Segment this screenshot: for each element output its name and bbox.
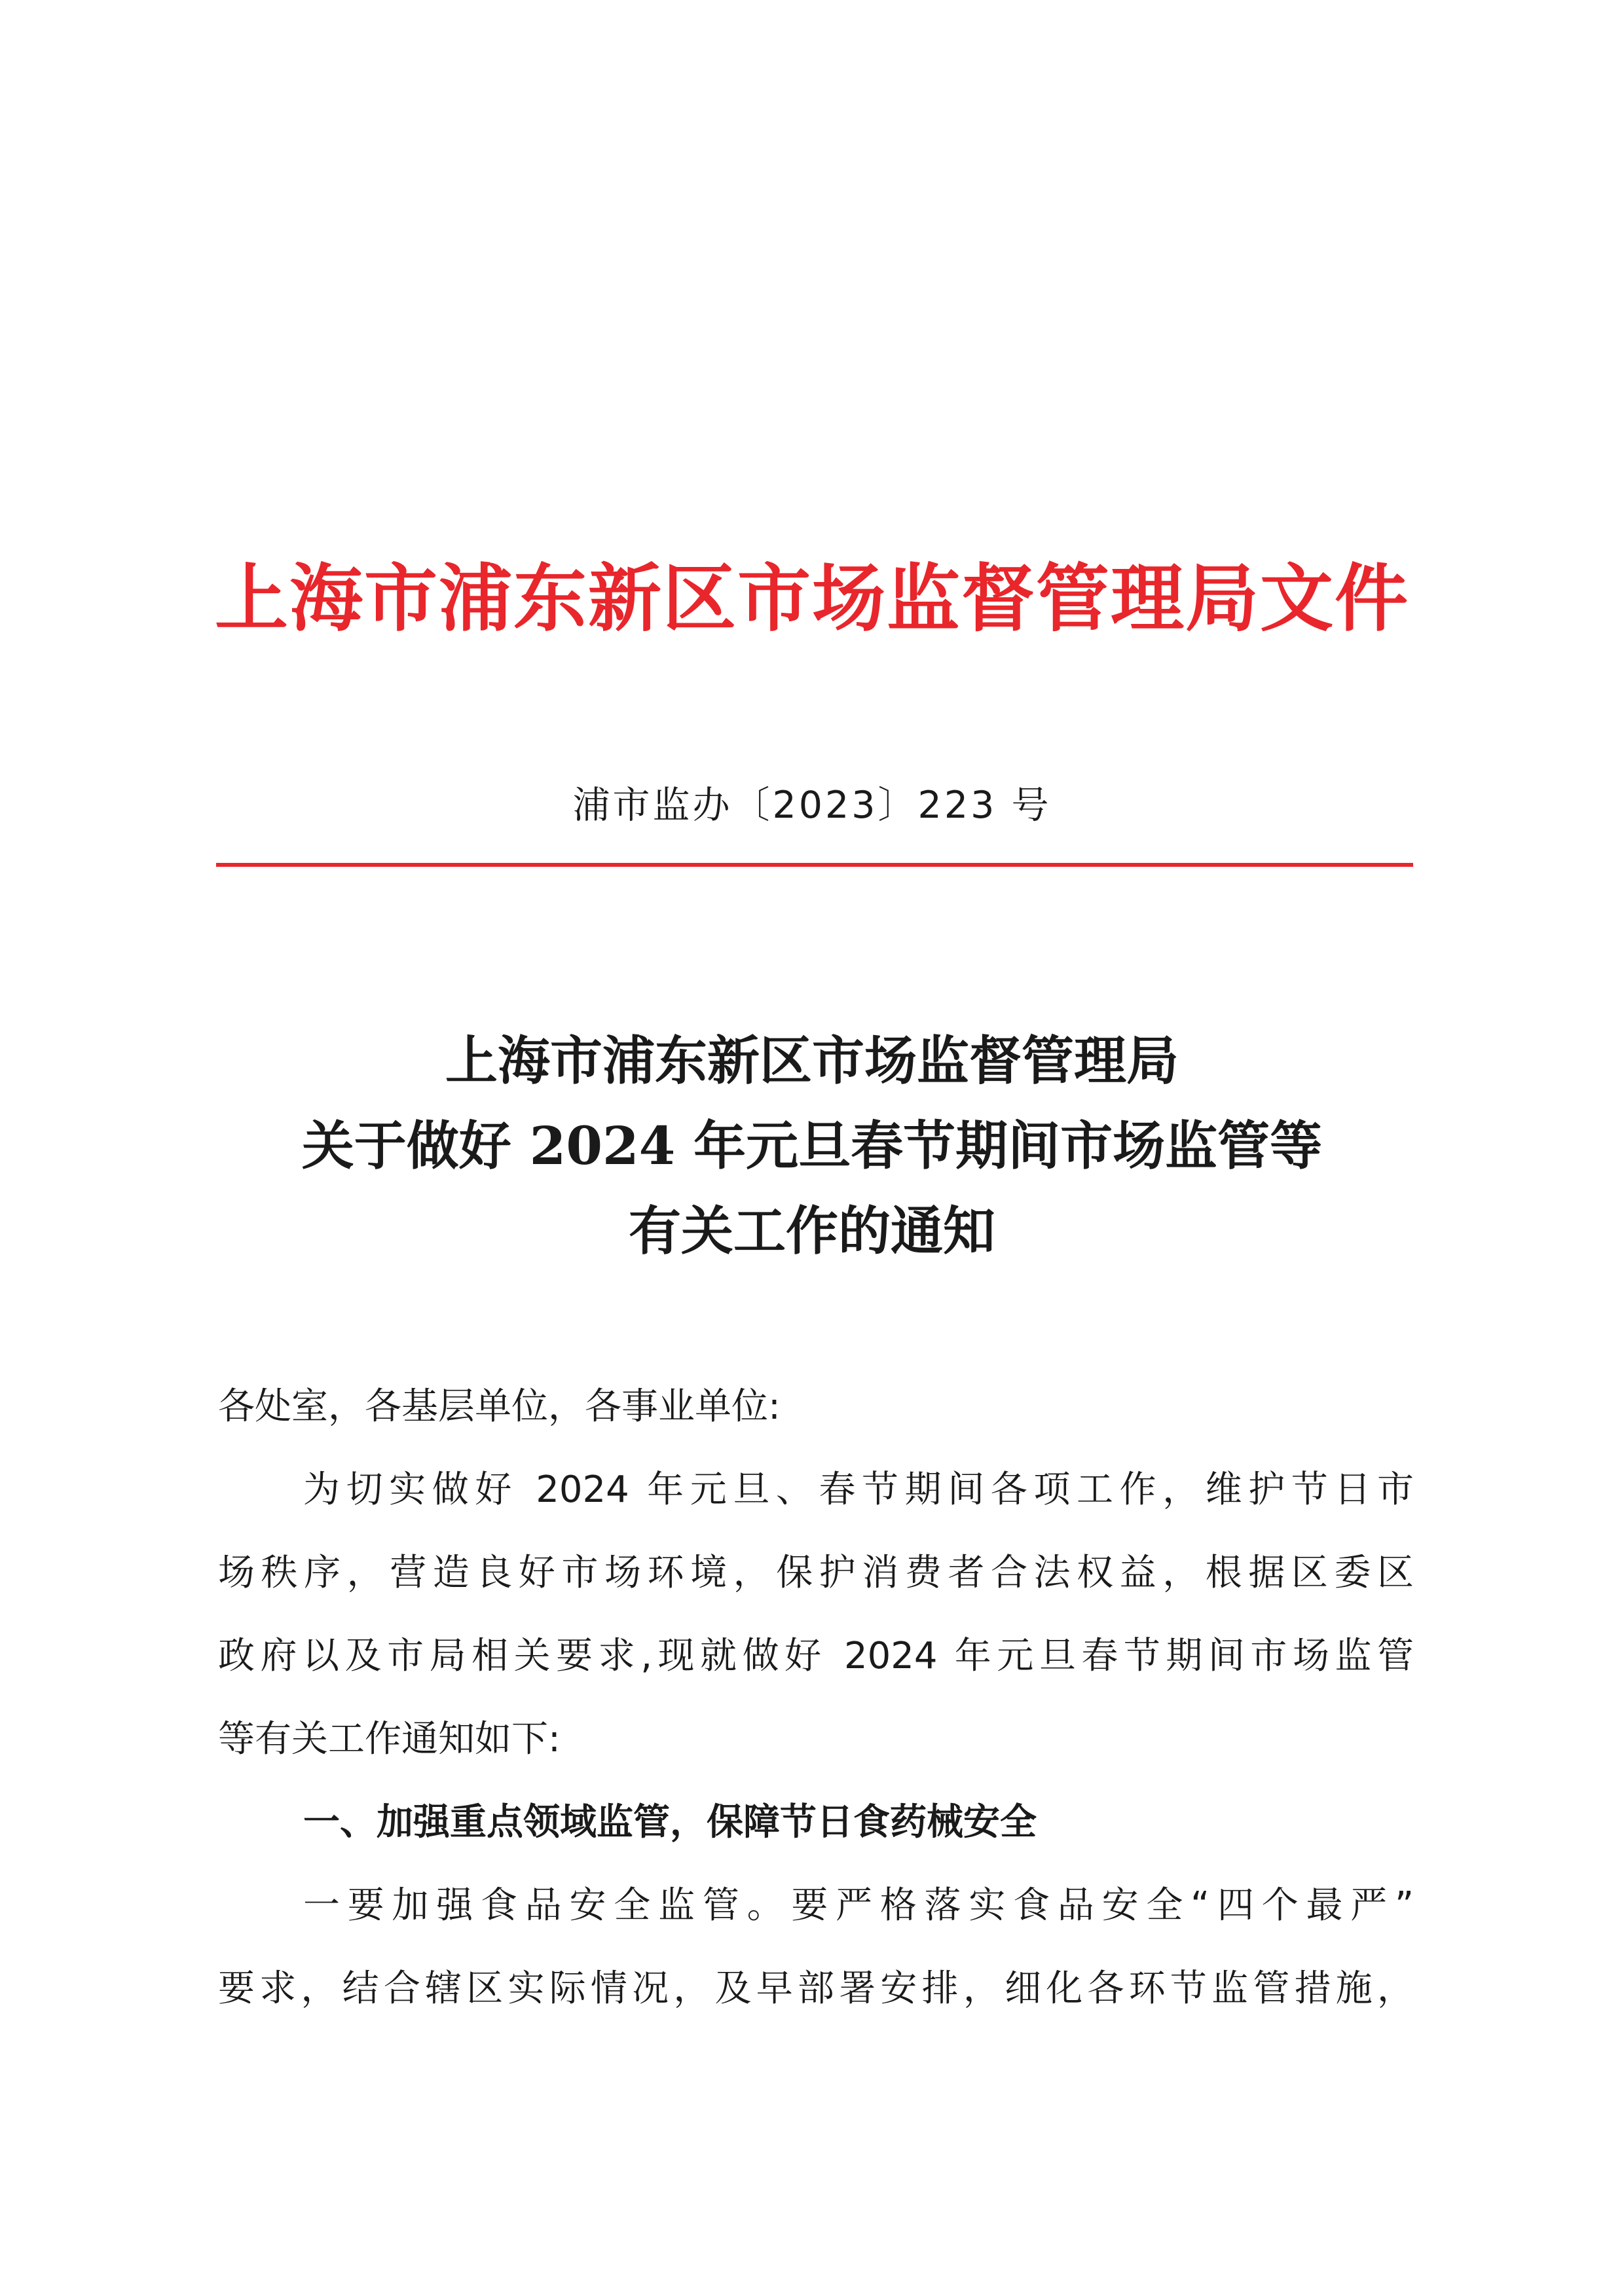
section-heading-1: 一、加强重点领域监管，保障节日食药械安全 [303, 1801, 1037, 1844]
notice-title-line-3: 有关工作的通知 [629, 1200, 995, 1262]
notice-title-line-2: 关于做好 2024 年元旦春节期间市场监管等 [301, 1115, 1323, 1176]
intro-paragraph-line: 为切实做好 2024 年元旦、春节期间各项工作，维护节日市 [303, 1468, 1414, 1511]
item-1-line: 要求，结合辖区实际情况，及早部署安排，细化各环节监管措施， [218, 1967, 1414, 2010]
notice-title [0, 1018, 1624, 1273]
item-1-line: 一要加强食品安全监管。要严格落实食品安全“四个最严” [303, 1884, 1414, 1927]
document-number: 浦市监办〔2023〕223 号 [572, 784, 1052, 827]
notice-title-line-1: 上海市浦东新区市场监督管理局 [445, 1030, 1179, 1091]
intro-paragraph-line: 等有关工作通知如下: [218, 1718, 561, 1760]
intro-paragraph-line: 政府以及市局相关要求,现就做好 2024 年元旦春节期间市场监管 [218, 1635, 1414, 1677]
issuer-header: 上海市浦东新区市场监督管理局文件 [215, 556, 1409, 642]
salutation: 各处室，各基层单位，各事业单位: [218, 1385, 781, 1428]
intro-paragraph-line: 场秩序，营造良好市场环境，保护消费者合法权益，根据区委区 [218, 1552, 1414, 1594]
red-separator-line [216, 863, 1413, 867]
notice-body [218, 1365, 1414, 2030]
